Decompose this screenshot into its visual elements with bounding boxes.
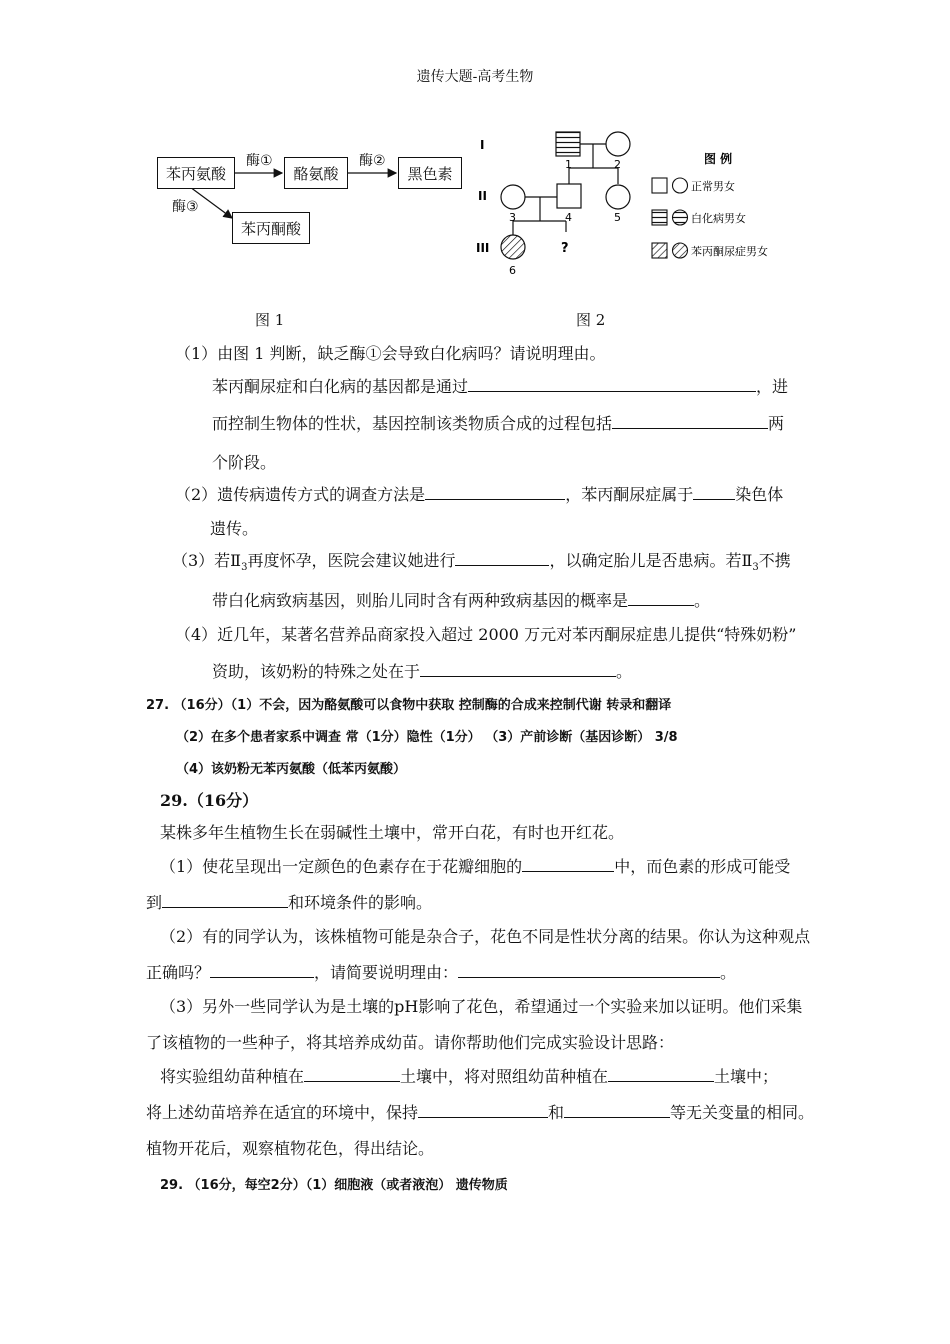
label-5: 5 <box>614 211 621 224</box>
q29-part3: （3）另外一些同学认为是土壤的pH影响了花色，希望通过一个实验来加以证明。他们采集 <box>160 997 803 1016</box>
label-2: 2 <box>614 158 621 171</box>
label-6: 6 <box>509 264 516 277</box>
blank-q27-4[interactable] <box>693 484 735 500</box>
legend-pku-label: 苯丙酮尿症男女 <box>691 245 768 258</box>
blank-q27-5[interactable] <box>455 550 549 566</box>
node-phenylpyruvate: 苯丙酮酸 <box>232 212 310 244</box>
legend-normal-female-icon <box>673 178 688 193</box>
blank-q29-5[interactable] <box>304 1066 400 1082</box>
answer-27-line1: 27. （16分）（1）不会，因为酪氨酸可以食物中获取 控制酶的合成来控制代谢 转录和翻译 <box>146 698 672 713</box>
q29-title: 29.（16分） <box>160 791 259 810</box>
figure-1-caption: 图 1 <box>255 311 285 329</box>
blank-q27-1[interactable] <box>468 376 756 392</box>
q27-part4: （4）近几年，某著名营养品商家投入超过 2000 万元对苯丙酮尿症患儿提供“特殊奶粉” <box>175 625 797 644</box>
blank-q27-2[interactable] <box>612 413 768 429</box>
figure-2-caption: 图 2 <box>576 311 606 329</box>
q29-line7: 将实验组幼苗种植在 土壤中，将对照组幼苗种植在 土壤中； <box>160 1067 779 1086</box>
node-tyrosine: 酪氨酸 <box>284 157 348 189</box>
q27-line6: 遗传。 <box>210 519 259 538</box>
q27-line2: 苯丙酮尿症和白化病的基因都是通过 ，进 <box>212 377 789 396</box>
q27-part3: （3）若$Ⅱ_3$再度怀孕，医院会建议她进行 ，以确定胎儿是否患病。若$Ⅱ_3$不携 <box>172 551 791 574</box>
legend-title: 图 例 <box>704 152 733 166</box>
blank-q29-8[interactable] <box>564 1102 670 1118</box>
legend-albino-label: 白化病男女 <box>691 212 746 225</box>
answer-29-line1: 29. （16分，每空2分）（1）细胞液（或者液泡） 遗传物质 <box>160 1178 508 1193</box>
q27-line3: 而控制生物体的性状，基因控制该类物质合成的过程包括 两 <box>212 414 785 433</box>
individual-3-normal-female <box>501 185 525 209</box>
blank-q27-3[interactable] <box>425 484 565 500</box>
q27-part1: （1）由图 1 判断，缺乏酶①会导致白化病吗？请说明理由。 <box>175 344 606 363</box>
q29-part2: （2）有的同学认为，该株植物可能是杂合子，花色不同是性状分离的结果。你认为这种观点 <box>160 927 811 946</box>
q27-line8: 带白化病致病基因，则胎儿同时含有两种致病基因的概率是 。 <box>212 591 711 610</box>
individual-5-normal-female <box>606 185 630 209</box>
legend-pku-female-icon <box>673 243 688 258</box>
label-3: 3 <box>509 211 516 224</box>
node-phenylalanine: 苯丙氨酸 <box>157 157 235 189</box>
enzyme-1-label: 酶① <box>246 153 273 169</box>
individual-1-albino-male <box>556 132 580 156</box>
q27-line10: 资助，该奶粉的特殊之处在于 。 <box>212 662 633 681</box>
pedigree-chart <box>470 120 810 285</box>
gen-3-label: III <box>476 241 490 255</box>
legend-albino-female-icon <box>673 210 688 225</box>
q29-line4: 正确吗？ ，请简要说明理由： 。 <box>146 963 737 982</box>
q27-line4: 个阶段。 <box>212 453 277 472</box>
legend-normal-male-icon <box>652 178 667 193</box>
legend-albino-male-icon <box>652 210 667 225</box>
blank-q29-1[interactable] <box>522 856 614 872</box>
individual-2-normal-female <box>606 132 630 156</box>
blank-q27-7[interactable] <box>420 661 616 677</box>
label-4: 4 <box>565 211 572 224</box>
q29-line6: 了该植物的一些种子，将其培养成幼苗。请你帮助他们完成实验设计思路： <box>146 1033 675 1052</box>
node-melanin: 黑色素 <box>398 157 462 189</box>
answer-27-line3: （4）该奶粉无苯丙氨酸（低苯丙氨酸） <box>176 762 407 777</box>
individual-6-pku-female <box>501 235 525 259</box>
blank-q29-7[interactable] <box>418 1102 548 1118</box>
answer-27-line2: （2）在多个患者家系中调查 常（1分）隐性（1分） （3）产前诊断（基因诊断） 3/8 <box>176 730 678 745</box>
label-1: 1 <box>565 158 572 171</box>
q29-line2: 到 和环境条件的影响。 <box>146 893 433 912</box>
legend-pku-male-icon <box>652 243 667 258</box>
q29-intro: 某株多年生植物生长在弱碱性土壤中，常开白花，有时也开红花。 <box>160 823 625 842</box>
enzyme-2-label: 酶② <box>359 153 386 169</box>
blank-q29-6[interactable] <box>608 1066 714 1082</box>
q27-part2: （2）遗传病遗传方式的调查方法是 ，苯丙酮尿症属于 染色体 <box>175 485 784 504</box>
blank-q29-4[interactable] <box>458 962 720 978</box>
gen-1-label: I <box>480 138 485 152</box>
q29-line9: 植物开花后，观察植物花色，得出结论。 <box>146 1139 435 1158</box>
q29-part1: （1）使花呈现出一定颜色的色素存在于花瓣细胞的 中，而色素的形成可能受 <box>160 857 791 876</box>
page-header: 遗传大题-高考生物 <box>416 69 534 85</box>
gen-2-label: II <box>478 189 487 203</box>
blank-q29-3[interactable] <box>210 962 314 978</box>
individual-4-normal-male <box>557 184 581 208</box>
legend-normal-label: 正常男女 <box>691 180 735 193</box>
unknown-fetus: ? <box>561 241 569 256</box>
blank-q27-6[interactable] <box>628 590 694 606</box>
enzyme-3-label: 酶③ <box>172 199 199 215</box>
q29-line8: 将上述幼苗培养在适宜的环境中，保持 和 等无关变量的相同。 <box>146 1103 815 1122</box>
blank-q29-2[interactable] <box>162 892 288 908</box>
